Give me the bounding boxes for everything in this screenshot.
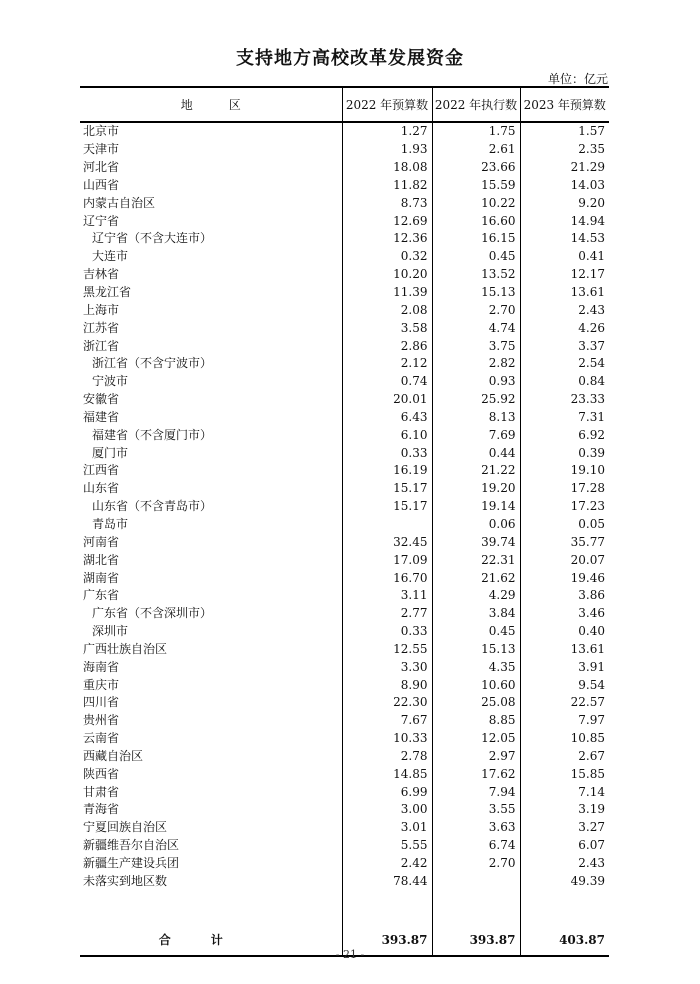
region-name: 四川省 xyxy=(83,695,120,710)
region-name: 天津市 xyxy=(83,142,120,157)
value-2022-actual: 21.62 xyxy=(432,569,520,587)
value-2022-budget: 18.08 xyxy=(342,159,432,177)
table-row xyxy=(80,872,609,890)
table-row xyxy=(80,855,609,873)
region-name: 广西壮族自治区 xyxy=(83,641,168,656)
value-2023-budget: 35.77 xyxy=(520,533,609,551)
value-2023-budget: 13.61 xyxy=(520,640,609,658)
value-2023-budget: 20.07 xyxy=(520,551,609,569)
region-name: 贵州省 xyxy=(83,713,120,728)
value-2023-budget: 4.26 xyxy=(520,319,609,337)
value-2022-budget: 11.39 xyxy=(342,284,432,302)
table-row xyxy=(80,444,609,462)
region-name: 大连市 xyxy=(92,249,129,264)
total-2022-budget: 393.87 xyxy=(342,925,432,956)
total-2022-actual: 393.87 xyxy=(432,925,520,956)
region-name: 黑龙江省 xyxy=(83,285,132,300)
table-row xyxy=(80,676,609,694)
value-2022-budget: 14.85 xyxy=(342,765,432,783)
table-row xyxy=(80,748,609,766)
table-row xyxy=(80,212,609,230)
table-row xyxy=(80,516,609,534)
value-2023-budget: 10.85 xyxy=(520,730,609,748)
table-row xyxy=(80,605,609,623)
value-2023-budget: 19.46 xyxy=(520,569,609,587)
value-2023-budget: 13.61 xyxy=(520,284,609,302)
value-2022-budget: 0.33 xyxy=(342,623,432,641)
table-row xyxy=(80,551,609,569)
region-name: 河南省 xyxy=(83,534,120,549)
value-2022-actual: 0.45 xyxy=(432,248,520,266)
value-2022-budget: 5.55 xyxy=(342,837,432,855)
value-2022-budget: 32.45 xyxy=(342,533,432,551)
table-row xyxy=(80,337,609,355)
value-2022-actual: 15.13 xyxy=(432,640,520,658)
region-name: 福建省（不含厦门市） xyxy=(92,427,213,442)
value-2022-budget: 16.70 xyxy=(342,569,432,587)
value-2023-budget: 9.54 xyxy=(520,676,609,694)
value-2022-budget: 3.11 xyxy=(342,587,432,605)
region-name: 北京市 xyxy=(83,124,120,139)
value-2022-actual: 19.14 xyxy=(432,498,520,516)
region-name: 广东省（不含深圳市） xyxy=(92,606,213,621)
value-2022-actual: 2.70 xyxy=(432,855,520,873)
region-name: 浙江省 xyxy=(83,338,120,353)
region-name: 河北省 xyxy=(83,160,120,175)
value-2022-budget: 2.78 xyxy=(342,748,432,766)
table-row xyxy=(80,783,609,801)
region-name: 上海市 xyxy=(83,302,120,317)
value-2022-actual: 0.45 xyxy=(432,623,520,641)
region-name: 宁夏回族自治区 xyxy=(83,820,168,835)
value-2022-actual: 3.55 xyxy=(432,801,520,819)
value-2022-budget: 6.43 xyxy=(342,409,432,427)
value-2022-budget: 8.90 xyxy=(342,676,432,694)
value-2022-actual: 25.08 xyxy=(432,694,520,712)
value-2022-actual: 8.85 xyxy=(432,712,520,730)
value-2022-budget: 3.58 xyxy=(342,319,432,337)
value-2022-actual: 15.13 xyxy=(432,284,520,302)
region-name: 湖北省 xyxy=(83,552,120,567)
value-2023-budget: 2.43 xyxy=(520,301,609,319)
table-body xyxy=(80,122,609,890)
table-row xyxy=(80,658,609,676)
value-2023-budget: 0.05 xyxy=(520,516,609,534)
region-name: 吉林省 xyxy=(83,267,120,282)
table-row xyxy=(80,284,609,302)
value-2022-actual: 7.94 xyxy=(432,783,520,801)
table-row xyxy=(80,391,609,409)
value-2023-budget: 7.14 xyxy=(520,783,609,801)
region-name: 陕西省 xyxy=(83,766,120,781)
value-2023-budget: 2.67 xyxy=(520,748,609,766)
value-2023-budget: 23.33 xyxy=(520,391,609,409)
value-2022-actual: 4.35 xyxy=(432,658,520,676)
region-name: 湖南省 xyxy=(83,570,120,585)
value-2022-actual: 8.13 xyxy=(432,409,520,427)
value-2022-actual: 17.62 xyxy=(432,765,520,783)
region-name: 山东省（不含青岛市） xyxy=(92,499,213,514)
value-2022-actual: 2.97 xyxy=(432,748,520,766)
value-2022-actual: 12.05 xyxy=(432,730,520,748)
value-2023-budget: 7.97 xyxy=(520,712,609,730)
table-row xyxy=(80,248,609,266)
table-row xyxy=(80,266,609,284)
value-2023-budget: 22.57 xyxy=(520,694,609,712)
column-header-2022-budget: 2022 年预算数 xyxy=(342,87,432,122)
value-2023-budget: 21.29 xyxy=(520,159,609,177)
total-label: 合计 xyxy=(80,925,342,956)
table-row xyxy=(80,694,609,712)
value-2022-actual: 13.52 xyxy=(432,266,520,284)
value-2022-budget: 3.01 xyxy=(342,819,432,837)
region-name: 山西省 xyxy=(83,177,120,192)
table-row xyxy=(80,230,609,248)
value-2022-actual: 10.22 xyxy=(432,194,520,212)
table-row xyxy=(80,177,609,195)
region-name: 云南省 xyxy=(83,731,120,746)
value-2023-budget: 3.46 xyxy=(520,605,609,623)
value-2022-budget: 6.99 xyxy=(342,783,432,801)
value-2022-budget: 0.33 xyxy=(342,444,432,462)
value-2023-budget: 3.91 xyxy=(520,658,609,676)
region-name: 重庆市 xyxy=(83,677,120,692)
value-2022-budget: 10.20 xyxy=(342,266,432,284)
value-2023-budget: 15.85 xyxy=(520,765,609,783)
value-2023-budget: 2.35 xyxy=(520,141,609,159)
value-2022-budget: 2.86 xyxy=(342,337,432,355)
value-2022-budget: 16.19 xyxy=(342,462,432,480)
value-2022-budget: 2.42 xyxy=(342,855,432,873)
value-2022-actual: 0.93 xyxy=(432,373,520,391)
value-2022-actual: 2.82 xyxy=(432,355,520,373)
value-2022-budget: 1.27 xyxy=(342,122,432,141)
value-2022-actual: 19.20 xyxy=(432,480,520,498)
budget-table xyxy=(80,86,609,957)
value-2022-budget: 8.73 xyxy=(342,194,432,212)
value-2022-actual: 39.74 xyxy=(432,533,520,551)
value-2023-budget: 0.84 xyxy=(520,373,609,391)
column-header-2022-actual: 2022 年执行数 xyxy=(432,87,520,122)
value-2022-budget: 15.17 xyxy=(342,480,432,498)
value-2022-budget: 12.36 xyxy=(342,230,432,248)
value-2023-budget: 6.92 xyxy=(520,426,609,444)
value-2023-budget: 3.86 xyxy=(520,587,609,605)
region-name: 甘肃省 xyxy=(83,784,120,799)
region-name: 广东省 xyxy=(83,588,120,603)
value-2023-budget: 0.40 xyxy=(520,623,609,641)
value-2022-actual: 2.61 xyxy=(432,141,520,159)
region-name: 江西省 xyxy=(83,463,120,478)
value-2022-actual: 7.69 xyxy=(432,426,520,444)
value-2022-actual: 6.74 xyxy=(432,837,520,855)
table-row xyxy=(80,194,609,212)
value-2023-budget: 19.10 xyxy=(520,462,609,480)
value-2022-budget: 12.69 xyxy=(342,212,432,230)
value-2022-actual: 21.22 xyxy=(432,462,520,480)
value-2022-actual: 22.31 xyxy=(432,551,520,569)
table-row xyxy=(80,355,609,373)
page-title: 支持地方高校改革发展资金 xyxy=(236,48,464,69)
region-name: 厦门市 xyxy=(92,445,129,460)
value-2023-budget: 6.07 xyxy=(520,837,609,855)
value-2022-budget: 2.77 xyxy=(342,605,432,623)
value-2023-budget: 2.43 xyxy=(520,855,609,873)
value-2023-budget: 3.27 xyxy=(520,819,609,837)
table-row xyxy=(80,409,609,427)
value-2022-budget: 2.12 xyxy=(342,355,432,373)
region-name: 内蒙古自治区 xyxy=(83,195,156,210)
region-name: 安徽省 xyxy=(83,392,120,407)
region-name: 西藏自治区 xyxy=(83,748,144,763)
value-2023-budget: 17.23 xyxy=(520,498,609,516)
table-row xyxy=(80,819,609,837)
value-2022-budget: 1.93 xyxy=(342,141,432,159)
region-name: 青海省 xyxy=(83,802,120,817)
value-2023-budget: 14.03 xyxy=(520,177,609,195)
region-name: 江苏省 xyxy=(83,320,120,335)
region-name: 辽宁省（不含大连市） xyxy=(92,231,213,246)
region-name: 浙江省（不含宁波市） xyxy=(92,356,213,371)
value-2022-budget: 10.33 xyxy=(342,730,432,748)
region-name: 深圳市 xyxy=(92,624,129,639)
value-2023-budget: 0.41 xyxy=(520,248,609,266)
value-2023-budget: 3.37 xyxy=(520,337,609,355)
table-row xyxy=(80,801,609,819)
value-2022-budget: 0.74 xyxy=(342,373,432,391)
value-2022-budget: 2.08 xyxy=(342,301,432,319)
page-number: - 21 - xyxy=(335,948,365,961)
value-2023-budget: 17.28 xyxy=(520,480,609,498)
value-2022-budget: 22.30 xyxy=(342,694,432,712)
value-2022-actual: 15.59 xyxy=(432,177,520,195)
region-name: 新疆生产建设兵团 xyxy=(83,856,180,871)
value-2023-budget: 3.19 xyxy=(520,801,609,819)
region-name: 山东省 xyxy=(83,481,120,496)
value-2022-actual xyxy=(432,872,520,890)
table-row xyxy=(80,498,609,516)
total-2023-budget: 403.87 xyxy=(520,925,609,956)
value-2022-actual: 25.92 xyxy=(432,391,520,409)
region-name: 新疆维吾尔自治区 xyxy=(83,838,180,853)
value-2022-budget: 3.00 xyxy=(342,801,432,819)
value-2022-actual: 10.60 xyxy=(432,676,520,694)
table-row xyxy=(80,623,609,641)
value-2022-actual: 4.29 xyxy=(432,587,520,605)
table-header-row xyxy=(80,87,609,122)
value-2023-budget: 49.39 xyxy=(520,872,609,890)
value-2023-budget: 1.57 xyxy=(520,122,609,141)
value-2023-budget: 12.17 xyxy=(520,266,609,284)
value-2022-actual: 2.70 xyxy=(432,301,520,319)
value-2023-budget: 2.54 xyxy=(520,355,609,373)
table-row xyxy=(80,730,609,748)
value-2022-budget: 15.17 xyxy=(342,498,432,516)
value-2022-actual: 4.74 xyxy=(432,319,520,337)
value-2022-budget: 3.30 xyxy=(342,658,432,676)
value-2022-budget xyxy=(342,516,432,534)
table-row xyxy=(80,712,609,730)
value-2023-budget: 14.53 xyxy=(520,230,609,248)
region-name: 未落实到地区数 xyxy=(83,873,168,888)
value-2022-budget: 12.55 xyxy=(342,640,432,658)
region-name: 福建省 xyxy=(83,409,120,424)
value-2022-budget: 6.10 xyxy=(342,426,432,444)
table-row xyxy=(80,301,609,319)
region-name: 青岛市 xyxy=(92,516,129,531)
value-2022-actual: 3.63 xyxy=(432,819,520,837)
table-row xyxy=(80,141,609,159)
table-row xyxy=(80,159,609,177)
value-2022-actual: 16.60 xyxy=(432,212,520,230)
value-2022-actual: 16.15 xyxy=(432,230,520,248)
value-2022-actual: 23.66 xyxy=(432,159,520,177)
column-header-region: 地 区 xyxy=(80,87,342,122)
column-header-2023-budget: 2023 年预算数 xyxy=(520,87,609,122)
value-2023-budget: 14.94 xyxy=(520,212,609,230)
table-row xyxy=(80,569,609,587)
value-2023-budget: 0.39 xyxy=(520,444,609,462)
value-2022-budget: 0.32 xyxy=(342,248,432,266)
table-row xyxy=(80,426,609,444)
value-2022-actual: 3.84 xyxy=(432,605,520,623)
value-2022-actual: 1.75 xyxy=(432,122,520,141)
table-row xyxy=(80,640,609,658)
value-2022-actual: 3.75 xyxy=(432,337,520,355)
region-name: 宁波市 xyxy=(92,374,129,389)
table-row xyxy=(80,122,609,141)
table-row xyxy=(80,480,609,498)
table-row xyxy=(80,765,609,783)
value-2023-budget: 7.31 xyxy=(520,409,609,427)
table-row xyxy=(80,587,609,605)
value-2022-budget: 17.09 xyxy=(342,551,432,569)
value-2022-budget: 20.01 xyxy=(342,391,432,409)
table-spacer-row xyxy=(80,890,609,925)
table-row xyxy=(80,373,609,391)
value-2022-actual: 0.06 xyxy=(432,516,520,534)
region-name: 辽宁省 xyxy=(83,213,120,228)
table-row xyxy=(80,837,609,855)
unit-label: 单位：亿元 xyxy=(547,72,608,86)
region-name: 海南省 xyxy=(83,659,120,674)
value-2023-budget: 9.20 xyxy=(520,194,609,212)
value-2022-budget: 11.82 xyxy=(342,177,432,195)
table-row xyxy=(80,319,609,337)
value-2022-budget: 78.44 xyxy=(342,872,432,890)
table-row xyxy=(80,462,609,480)
value-2022-actual: 0.44 xyxy=(432,444,520,462)
value-2022-budget: 7.67 xyxy=(342,712,432,730)
table-row xyxy=(80,533,609,551)
